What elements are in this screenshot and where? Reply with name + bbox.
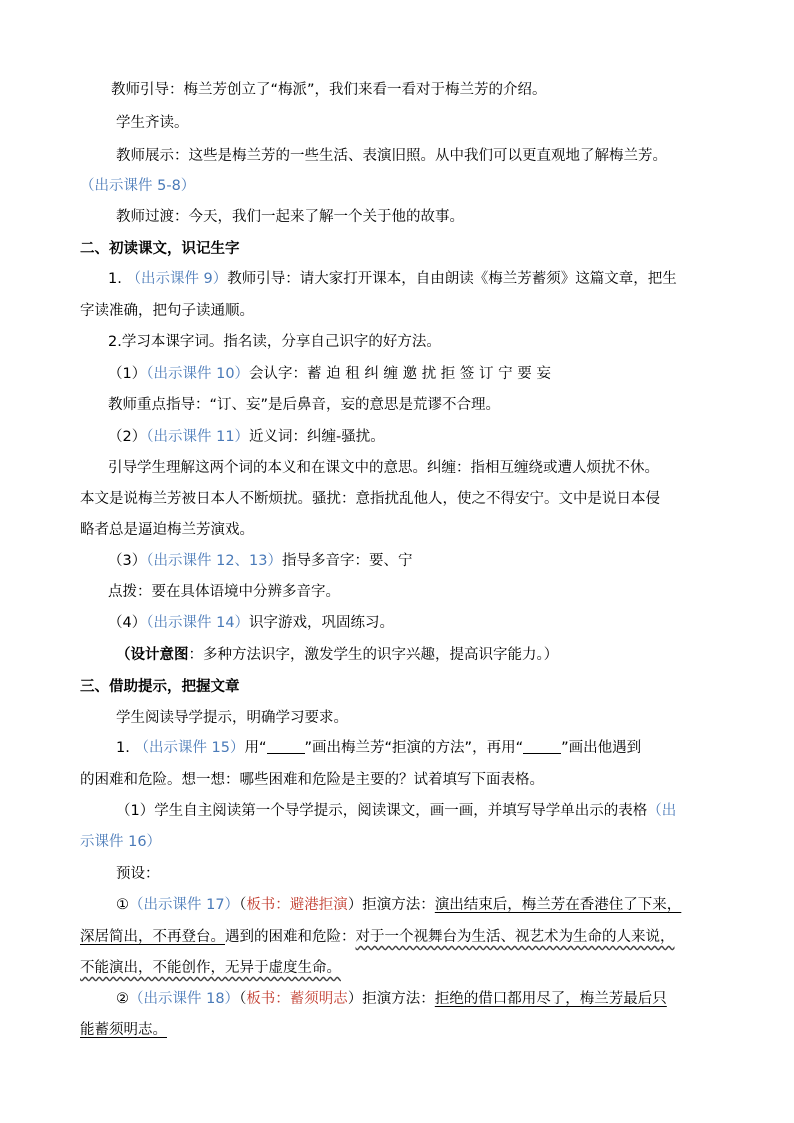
text-segment: 教师过渡：今天，我们一起来了解一个关于他的故事。 bbox=[116, 209, 464, 225]
text-segment: （1）学生自主阅读第一个导学提示，阅读课文，画一画，并填写导学单出示的表格 bbox=[116, 803, 648, 819]
text-line bbox=[116, 113, 189, 133]
text-segment: 能蓄须明志。 bbox=[80, 1022, 167, 1038]
text-line bbox=[108, 427, 385, 447]
text-line bbox=[108, 551, 413, 571]
text-segment: ② bbox=[116, 991, 129, 1007]
text-segment: ”画出他遇到 bbox=[561, 740, 642, 756]
text-line bbox=[116, 738, 641, 758]
text-line bbox=[116, 895, 681, 915]
text-segment: （出示课件 12、13） bbox=[146, 553, 282, 569]
text-segment: 演出结束后，梅兰芳在香港住了下来， bbox=[434, 897, 682, 913]
text-segment: （出示课件 17） bbox=[129, 897, 240, 913]
text-line bbox=[80, 301, 254, 321]
text-segment: 教师展示：这些是梅兰芳的一些生活、表演旧照。从中我们可以更直观地了解梅兰芳。 bbox=[116, 148, 667, 164]
section-heading bbox=[80, 239, 240, 259]
text-segment: 示课件 16） bbox=[80, 834, 162, 850]
text-line bbox=[80, 1020, 167, 1040]
text-segment: 的困难和危险。想一想：哪些困难和危险是主要的？试着填写下面表格。 bbox=[80, 772, 544, 788]
text-segment: 预设： bbox=[116, 866, 160, 882]
text-segment: 二、初读课文，识记生字 bbox=[80, 241, 240, 257]
text-segment: 教师引导：梅兰芳创立了“梅派”，我们来看一看对于梅兰芳的介绍。 bbox=[111, 82, 547, 98]
text-segment: ）拒演方法： bbox=[347, 897, 435, 913]
text-segment: （设计意图 bbox=[116, 647, 189, 663]
text-segment: 学生齐读。 bbox=[116, 115, 189, 131]
text-line bbox=[80, 489, 660, 509]
text-segment: （出示课件 11） bbox=[146, 429, 250, 445]
text-segment: （出示课件 14） bbox=[146, 615, 250, 631]
text-segment: （出示课件 15） bbox=[134, 740, 245, 756]
text-segment: ）拒演方法： bbox=[347, 991, 435, 1007]
text-line bbox=[116, 989, 667, 1009]
text-segment: 略者总是逼迫梅兰芳演戏。 bbox=[80, 522, 254, 538]
text-segment: 本文是说梅兰芳被日本人不断烦扰。骚扰：意指扰乱他人，使之不得安宁。文中是说日本侵 bbox=[80, 491, 660, 507]
text-line bbox=[108, 332, 441, 352]
text-segment: 识字游戏，巩固练习。 bbox=[249, 615, 395, 631]
text-segment: 教师重点指导：“订、妄”是后鼻音，妄的意思是荒谬不合理。 bbox=[108, 397, 501, 413]
text-line bbox=[116, 801, 676, 821]
text-segment: 不能演出，不能创作，无异于虚度生命。 bbox=[80, 960, 341, 976]
text-segment: （出示课件 9） bbox=[126, 271, 228, 287]
text-segment: 1. bbox=[108, 271, 127, 287]
answer-blank bbox=[523, 739, 561, 754]
text-segment: 深居简出，不再登台。 bbox=[80, 929, 225, 945]
text-line bbox=[80, 927, 675, 947]
text-segment: （2） bbox=[108, 429, 147, 445]
design-intent bbox=[116, 645, 558, 665]
text-line bbox=[80, 520, 254, 540]
text-line bbox=[116, 207, 464, 227]
text-line bbox=[111, 80, 547, 100]
text-line bbox=[108, 582, 340, 602]
text-line bbox=[108, 458, 659, 478]
text-segment: （出示课件 5-8） bbox=[80, 178, 196, 194]
text-segment: ：多种方法识字，激发学生的识字兴趣，提高识字能力。） bbox=[188, 647, 559, 663]
text-segment: 近义词：纠缠-骚扰。 bbox=[249, 429, 385, 445]
text-line bbox=[116, 864, 160, 884]
text-segment: 引导学生理解这两个词的本义和在课文中的意思。纠缠：指相互缠绕或遭人烦扰不休。 bbox=[108, 460, 659, 476]
text-segment: 板书：蓄须明志 bbox=[246, 991, 348, 1007]
text-segment: 1. bbox=[116, 740, 135, 756]
text-line bbox=[108, 613, 394, 633]
text-segment: 教师引导：请大家打开课本，自由朗读《梅兰芳蓄须》这篇文章，把生 bbox=[227, 271, 677, 287]
text-segment: 指导多音字：要、宁 bbox=[282, 553, 413, 569]
text-segment: 遇到的困难和危险： bbox=[225, 929, 356, 945]
text-segment: 2.学习本课字词。指名读，分享自己识字的好方法。 bbox=[108, 334, 441, 350]
text-segment: 拒绝的借口都用尽了，梅兰芳最后只 bbox=[434, 991, 667, 1007]
text-segment: （4） bbox=[108, 615, 147, 631]
text-segment: 三、借助提示，把握文章 bbox=[80, 679, 240, 695]
text-segment: 对于一个视舞台为生活、视艺术为生命的人来说， bbox=[355, 929, 675, 945]
text-segment: （出 bbox=[647, 803, 677, 819]
text-segment: 会认字：蓄 迫 租 纠 缠 邀 扰 拒 签 订 宁 要 妄 bbox=[249, 366, 551, 382]
text-line bbox=[80, 958, 341, 978]
section-heading bbox=[80, 677, 240, 697]
text-segment: 板书：避港拒演 bbox=[246, 897, 348, 913]
text-segment: ① bbox=[116, 897, 129, 913]
answer-blank bbox=[267, 739, 305, 754]
text-segment: （出示课件 10） bbox=[146, 366, 250, 382]
text-line bbox=[80, 832, 161, 852]
text-segment: 学生阅读导学提示，明确学习要求。 bbox=[116, 710, 348, 726]
text-line bbox=[108, 364, 551, 384]
text-segment: （1） bbox=[108, 366, 147, 382]
text-segment: ”画出梅兰芳“拒演的方法”，再用“ bbox=[304, 740, 524, 756]
text-line bbox=[116, 146, 667, 166]
text-segment: （ bbox=[239, 991, 247, 1007]
text-line bbox=[80, 176, 195, 196]
text-line bbox=[116, 708, 348, 728]
text-segment: （出示课件 18） bbox=[129, 991, 240, 1007]
text-segment: 用“ bbox=[244, 740, 267, 756]
text-segment: （ bbox=[239, 897, 247, 913]
text-segment: 点拨：要在具体语境中分辨多音字。 bbox=[108, 584, 340, 600]
text-line bbox=[108, 395, 500, 415]
text-segment: 字读准确，把句子读通顺。 bbox=[80, 303, 254, 319]
text-line bbox=[108, 269, 677, 289]
text-segment: （3） bbox=[108, 553, 147, 569]
text-line bbox=[80, 770, 544, 790]
